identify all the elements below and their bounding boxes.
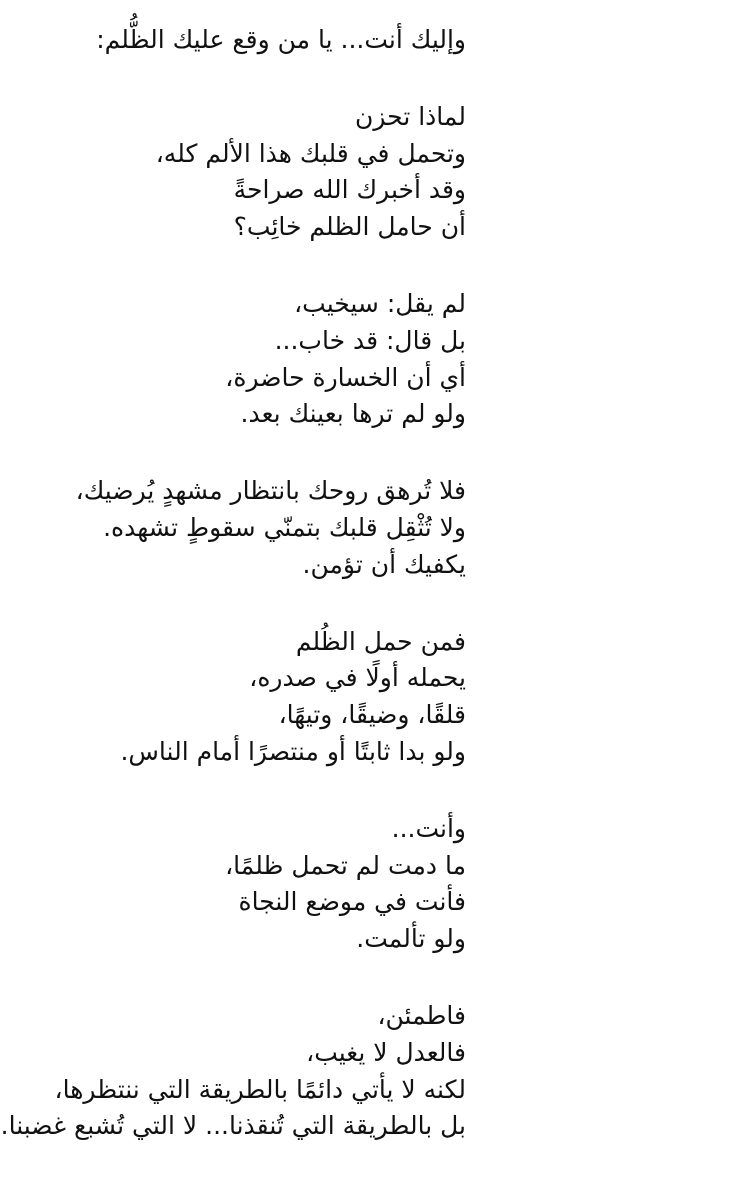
stanza-5-line-2: ما دمت لم تحمل ظلمًا، xyxy=(225,850,466,880)
stanza-2-line-3: أي أن الخسارة حاضرة، xyxy=(225,362,466,392)
stanza-6-line-2: فالعدل لا يغيب، xyxy=(306,1037,466,1067)
stanza-6-line-3: لكنه لا يأتي دائمًا بالطريقة التي ننتظرها، xyxy=(54,1074,466,1104)
opening-line: وإليك أنت... يا من وقع عليك الظُّلم: xyxy=(96,25,466,54)
stanza-2-line-1: لم يقل: سيخيب، xyxy=(294,288,466,318)
stanza-5-line-3: فأنت في موضع النجاة xyxy=(238,887,466,917)
stanza-4-line-3: قلقًا، وضيقًا، وتيهًا، xyxy=(278,700,466,730)
stanza-5-line-1: وأنت... xyxy=(391,813,466,843)
stanza-3-line-1: فلا تُرهق روحك بانتظار مشهدٍ يُرضيك، xyxy=(75,476,466,506)
stanza-4-line-1: فمن حمل الظُلم xyxy=(295,626,466,656)
stanza-3-line-2: ولا تُثْقِل قلبك بتمنّي سقوطٍ تشهده. xyxy=(103,512,466,542)
stanza-1-line-4: أن حامل الظلم خائِب؟ xyxy=(233,212,466,242)
stanza-3-line-3: يكفيك أن تؤمن. xyxy=(302,549,466,579)
stanza-4-line-2: يحمله أولًا في صدره، xyxy=(249,663,466,693)
stanza-6-line-4: بل بالطريقة التي تُنقذنا... لا التي تُشبع غضبنا. xyxy=(0,1111,466,1141)
stanza-1-line-2: وتحمل في قلبك هذا الألم كله، xyxy=(155,138,466,168)
stanza-4 xyxy=(20,624,466,771)
stanza-2-line-2: بل قال: قد خاب... xyxy=(274,325,466,355)
stanza-5 xyxy=(20,811,466,958)
stanza-1 xyxy=(20,99,466,246)
stanza-1-line-3: وقد أخبرك الله صراحةً xyxy=(233,175,466,205)
stanza-3 xyxy=(20,473,466,583)
stanza-1-line-1: لماذا تحزن xyxy=(355,101,466,131)
stanza-2 xyxy=(20,286,466,433)
stanza-6-line-1: فاطمئن، xyxy=(377,1000,466,1030)
stanza-2-line-4: ولو لم ترها بعينك بعد. xyxy=(240,399,466,429)
opening-stanza xyxy=(20,22,466,59)
stanza-6 xyxy=(0,998,466,1145)
stanza-4-line-4: ولو بدا ثابتًا أو منتصرًا أمام الناس. xyxy=(120,736,466,766)
stanza-5-line-4: ولو تألمت. xyxy=(356,924,466,954)
